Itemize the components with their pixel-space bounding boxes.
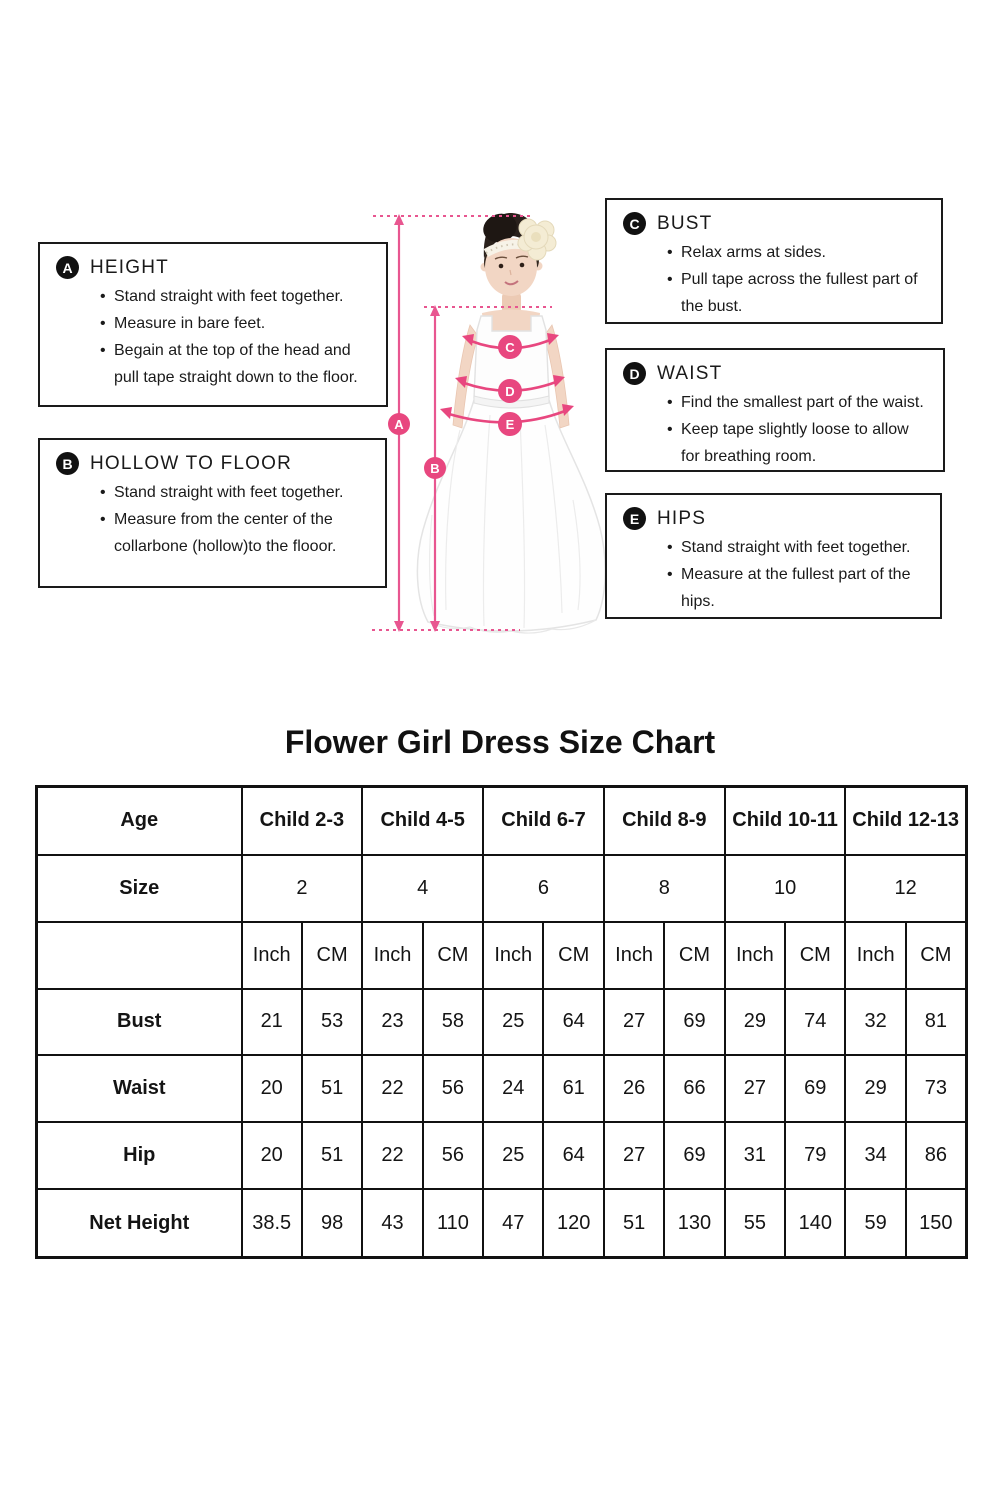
- table-cell: 25: [483, 1122, 543, 1189]
- table-cell: 79: [785, 1122, 845, 1189]
- table-cell: 31: [725, 1122, 785, 1189]
- marker-badge-a-icon: A: [56, 256, 79, 279]
- table-cell: 69: [664, 1122, 724, 1189]
- table-cell: CM: [785, 922, 845, 989]
- table-row-units: [37, 922, 967, 989]
- instruction-box-hollow-to-floor: [38, 438, 387, 588]
- table-cell: 73: [906, 1055, 966, 1122]
- table-cell: 66: [664, 1055, 724, 1122]
- table-cell: 22: [362, 1055, 422, 1122]
- table-row-hip: [37, 1122, 967, 1189]
- table-cell: 27: [725, 1055, 785, 1122]
- table-cell: 130: [664, 1189, 724, 1257]
- table-cell: Inch: [845, 922, 905, 989]
- size-table-body: [37, 787, 967, 1258]
- row-label: Age: [37, 787, 242, 855]
- marker-letter-a: A: [394, 417, 404, 432]
- instruction-list: [56, 479, 373, 560]
- table-cell: 29: [725, 989, 785, 1056]
- instruction-bullet: • Relax arms at sides.: [667, 239, 929, 266]
- instruction-bullet: • Keep tape slightly loose to allow for breathing room.: [667, 416, 931, 470]
- instruction-bullet: • Find the smallest part of the waist.: [667, 389, 931, 416]
- table-cell: Inch: [362, 922, 422, 989]
- row-label: [37, 922, 242, 989]
- table-cell: 59: [845, 1189, 905, 1257]
- marker-letter-d: D: [505, 384, 515, 399]
- instruction-box-header: [56, 452, 373, 475]
- table-cell: 51: [604, 1189, 664, 1257]
- instruction-bullet: • Stand straight with feet together.: [667, 534, 928, 561]
- table-cell: Child 2-3: [242, 787, 363, 855]
- marker-badge-d-icon: D: [623, 362, 646, 385]
- table-row-bust: [37, 989, 967, 1056]
- table-cell: CM: [423, 922, 483, 989]
- table-cell: 4: [362, 855, 483, 922]
- marker-badge-c-icon: C: [623, 212, 646, 235]
- table-cell: Inch: [242, 922, 302, 989]
- row-label: Bust: [37, 989, 242, 1056]
- table-cell: 20: [242, 1122, 302, 1189]
- table-cell: 69: [785, 1055, 845, 1122]
- table-cell: 38.5: [242, 1189, 302, 1257]
- instruction-box-height: [38, 242, 388, 407]
- table-cell: 47: [483, 1189, 543, 1257]
- table-cell: CM: [664, 922, 724, 989]
- table-cell: 64: [543, 1122, 603, 1189]
- table-cell: 10: [725, 855, 846, 922]
- table-cell: Child 10-11: [725, 787, 846, 855]
- marker-badge-b-icon: B: [56, 452, 79, 475]
- table-cell: 2: [242, 855, 363, 922]
- instruction-box-header: [56, 256, 374, 279]
- instruction-title-hollow-to-floor: HOLLOW TO FLOOR: [90, 452, 293, 474]
- table-cell: 25: [483, 989, 543, 1056]
- table-cell: 51: [302, 1055, 362, 1122]
- table-cell: 27: [604, 989, 664, 1056]
- table-cell: 6: [483, 855, 604, 922]
- table-cell: 23: [362, 989, 422, 1056]
- instruction-title-bust: BUST: [657, 212, 713, 234]
- table-cell: CM: [543, 922, 603, 989]
- instruction-bullet: • Measure at the fullest part of the hips.: [667, 561, 928, 615]
- instruction-bullet: • Pull tape across the fullest part of the bust.: [667, 266, 929, 320]
- measurement-figure: [365, 195, 615, 650]
- table-cell: 12: [845, 855, 966, 922]
- instruction-bullet: • Begain at the top of the head and pull tape straight down to the floor.: [100, 337, 374, 391]
- table-cell: 26: [604, 1055, 664, 1122]
- table-cell: CM: [302, 922, 362, 989]
- table-cell: 120: [543, 1189, 603, 1257]
- table-cell: Inch: [604, 922, 664, 989]
- instruction-title-height: HEIGHT: [90, 256, 169, 278]
- marker-letter-b: B: [430, 461, 440, 476]
- table-cell: 32: [845, 989, 905, 1056]
- instruction-box-header: [623, 507, 928, 530]
- table-row-waist: [37, 1055, 967, 1122]
- table-cell: 53: [302, 989, 362, 1056]
- table-row-size: [37, 855, 967, 922]
- table-cell: 56: [423, 1055, 483, 1122]
- table-cell: Child 4-5: [362, 787, 483, 855]
- table-cell: 27: [604, 1122, 664, 1189]
- table-cell: 86: [906, 1122, 966, 1189]
- instruction-box-bust: [605, 198, 943, 324]
- page-title: Flower Girl Dress Size Chart: [284, 724, 716, 760]
- table-cell: 74: [785, 989, 845, 1056]
- marker-letter-c: C: [505, 340, 515, 355]
- table-cell: 150: [906, 1189, 966, 1257]
- table-cell: 20: [242, 1055, 302, 1122]
- table-cell: 110: [423, 1189, 483, 1257]
- instruction-bullet: • Measure from the center of the collarbone (hollow)to the flooor.: [100, 506, 373, 560]
- table-cell: 64: [543, 989, 603, 1056]
- table-cell: Child 6-7: [483, 787, 604, 855]
- table-cell: 29: [845, 1055, 905, 1122]
- table-cell: 43: [362, 1189, 422, 1257]
- instruction-bullet: • Stand straight with feet together.: [100, 283, 374, 310]
- table-cell: Inch: [725, 922, 785, 989]
- table-cell: 24: [483, 1055, 543, 1122]
- table-cell: 55: [725, 1189, 785, 1257]
- table-cell: CM: [906, 922, 966, 989]
- instruction-box-waist: [605, 348, 945, 472]
- size-table: [35, 785, 968, 1259]
- table-cell: 34: [845, 1122, 905, 1189]
- table-cell: Child 8-9: [604, 787, 725, 855]
- instruction-title-waist: WAIST: [657, 362, 723, 384]
- row-label: Size: [37, 855, 242, 922]
- instruction-box-hips: [605, 493, 942, 619]
- table-cell: 21: [242, 989, 302, 1056]
- instruction-box-header: [623, 212, 929, 235]
- table-row-net-height: [37, 1189, 967, 1257]
- row-label: Net Height: [37, 1189, 242, 1257]
- table-cell: Inch: [483, 922, 543, 989]
- table-cell: 69: [664, 989, 724, 1056]
- instruction-list: [623, 239, 929, 320]
- table-cell: 81: [906, 989, 966, 1056]
- table-cell: 56: [423, 1122, 483, 1189]
- table-row-age: [37, 787, 967, 855]
- table-cell: 22: [362, 1122, 422, 1189]
- marker-letter-e: E: [505, 417, 515, 432]
- table-cell: 140: [785, 1189, 845, 1257]
- instruction-list: [623, 534, 928, 615]
- instruction-bullet: • Stand straight with feet together.: [100, 479, 373, 506]
- row-label: Waist: [37, 1055, 242, 1122]
- instruction-list: [56, 283, 374, 391]
- table-cell: 51: [302, 1122, 362, 1189]
- instruction-list: [623, 389, 931, 470]
- table-cell: 58: [423, 989, 483, 1056]
- instruction-box-header: [623, 362, 931, 385]
- table-cell: 61: [543, 1055, 603, 1122]
- table-cell: Child 12-13: [845, 787, 966, 855]
- instruction-bullet: • Measure in bare feet.: [100, 310, 374, 337]
- marker-badge-e-icon: E: [623, 507, 646, 530]
- instruction-title-hips: HIPS: [657, 507, 707, 529]
- row-label: Hip: [37, 1122, 242, 1189]
- table-cell: 8: [604, 855, 725, 922]
- table-cell: 98: [302, 1189, 362, 1257]
